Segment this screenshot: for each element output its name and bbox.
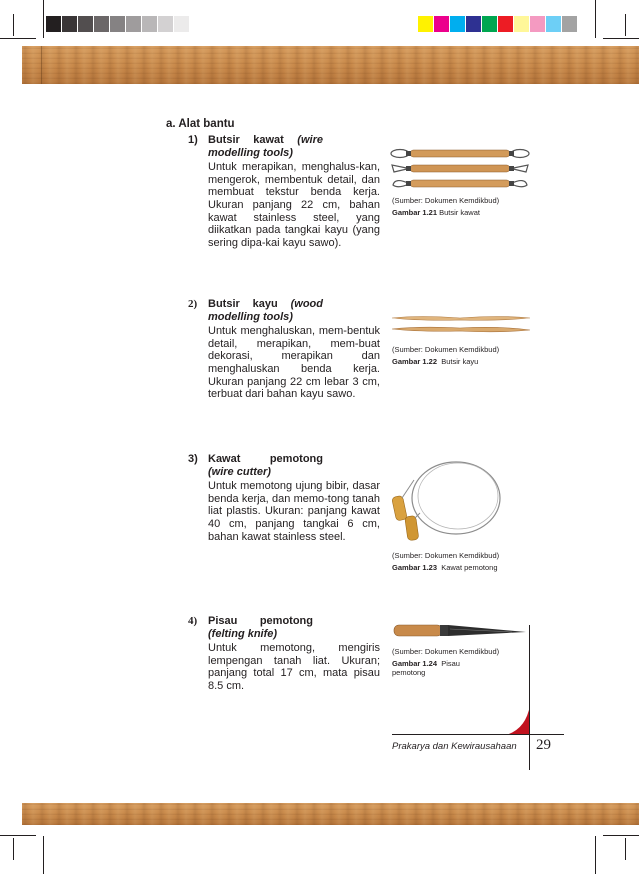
item-body: Untuk memotong, mengiris lempengan tanah liat. Ukuran; panjang total 17 cm, mata pisau 8.5 cm. xyxy=(208,642,380,692)
item-butsir-kawat xyxy=(188,134,380,249)
item-title: Butsir kayu (wood xyxy=(208,298,323,310)
pisau-pemotong-image xyxy=(392,620,528,642)
item-kawat-pemotong xyxy=(188,453,380,543)
figure-caption xyxy=(392,196,532,217)
figure-caption xyxy=(392,551,522,572)
caption-text: Butsir kawat xyxy=(439,207,480,217)
caption-source: (Sumber: Dokumen Kemdikbud) xyxy=(392,647,500,656)
corner-accent-shape xyxy=(506,705,530,735)
caption-text: Kawat pemotong xyxy=(441,562,498,572)
butsir-kayu-image xyxy=(390,314,532,336)
item-body: Untuk menghaluskan, mem-bentuk detail, merapikan, mem-buat dekorasi, merapikan dan menghaluskan benda kerja. Ukuran panjang 22 cm lebar 3 cm, terbuat dari bahan kayu sawo. xyxy=(208,325,380,401)
section-heading: a. Alat bantu xyxy=(166,118,235,130)
item-body: Untuk merapikan, menghalus-kan, mengerok, membentuk detail, dan membuat tekstur benda kerja. Ukuran panjang 22 cm, bahan kawat stainless steel, yang diikatkan pada tangkai kayu (yang sering dipa-kai kayu sawo). xyxy=(208,161,380,249)
caption-label: Gambar 1.21 xyxy=(392,207,438,217)
caption-source: (Sumber: Dokumen Kemdikbud) xyxy=(392,551,500,560)
footer-horizontal-rule xyxy=(392,734,564,735)
caption-text: Butsir kayu xyxy=(441,356,479,366)
caption-text: Pisau pemotong xyxy=(392,658,460,677)
item-butsir-kayu xyxy=(188,298,380,401)
caption-label: Gambar 1.22 xyxy=(392,356,438,366)
caption-label: Gambar 1.23 xyxy=(392,562,438,572)
figure-caption xyxy=(392,647,522,678)
item-title: Pisau pemotong xyxy=(208,615,313,627)
item-subtitle: (felting knife) xyxy=(208,627,278,640)
item-pisau-pemotong xyxy=(188,615,380,693)
item-title: Butsir kawat (wire xyxy=(208,134,323,146)
figure-caption xyxy=(392,345,532,366)
butsir-kawat-image xyxy=(390,147,530,193)
item-subtitle: modelling tools) xyxy=(208,310,293,323)
caption-source: (Sumber: Dokumen Kemdikbud) xyxy=(392,345,500,354)
item-subtitle: (wire cutter) xyxy=(208,465,271,478)
book-title: Prakarya dan Kewirausahaan xyxy=(392,741,517,752)
item-subtitle: modelling tools) xyxy=(208,146,293,159)
footer-vertical-rule xyxy=(529,625,530,770)
item-body: Untuk memotong ujung bibir, dasar benda kerja, dan memo-tong tanah liat plastis. Ukuran: panjang kawat 40 cm, panjang tangkai 6 cm, bahan kawat stainless steel. xyxy=(208,480,380,543)
caption-source: (Sumber: Dokumen Kemdikbud) xyxy=(392,196,500,205)
item-number: 1) xyxy=(188,134,198,146)
item-number: 2) xyxy=(188,298,198,310)
item-number: 4) xyxy=(188,615,198,627)
page-number: 29 xyxy=(536,737,551,753)
item-number: 3) xyxy=(188,453,198,465)
kawat-pemotong-image xyxy=(388,458,508,550)
caption-label: Gambar 1.24 xyxy=(392,658,438,668)
item-title: Kawat pemotong xyxy=(208,453,323,465)
